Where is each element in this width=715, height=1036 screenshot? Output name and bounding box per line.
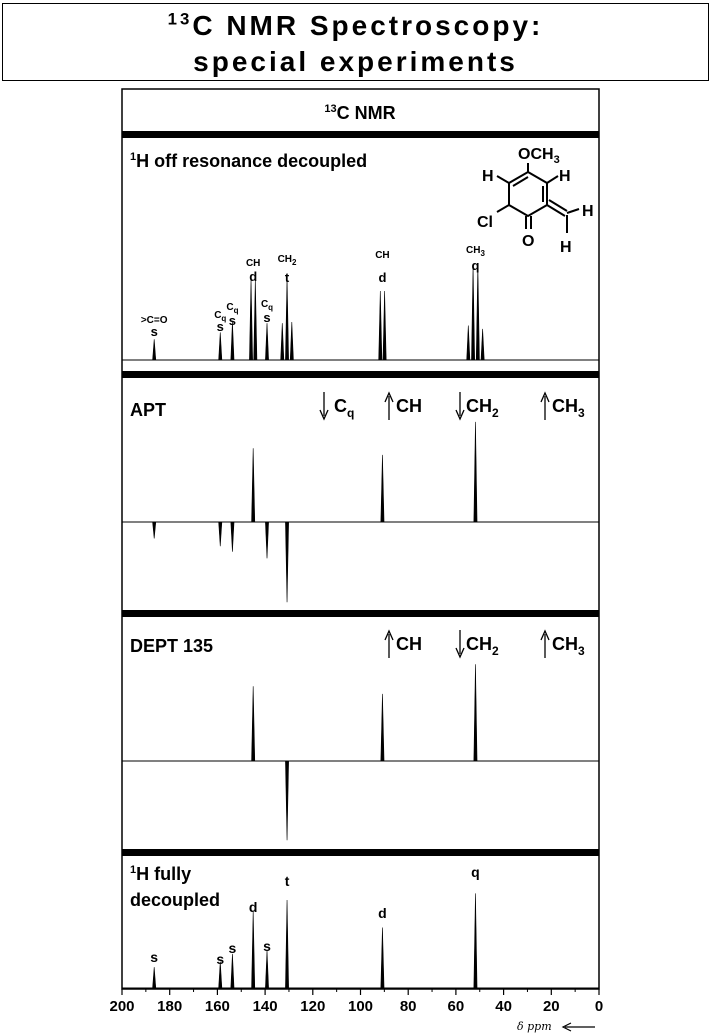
- apt-legend-cq: [320, 392, 354, 420]
- off-resonance-label: $^1$H off resonance decoupled: [130, 151, 368, 171]
- atom-h-exo-top: H: [582, 203, 594, 220]
- axis-tick-label: 40: [495, 998, 512, 1015]
- fully-decoupled-multiplicity-label: s: [263, 938, 271, 954]
- off-resonance-spectrum-peak: [219, 332, 222, 360]
- fully-decoupled-multiplicity-label: d: [248, 899, 258, 915]
- dept-legend-ch2: [456, 630, 499, 658]
- apt-spectrum-peak: [381, 455, 384, 522]
- dept-spectrum-peak: [474, 664, 477, 761]
- off-resonance-spectrum-peak: [254, 280, 257, 361]
- axis-tick-label: 20: [542, 998, 560, 1015]
- off-resonance-peak-label-top: $C_q$: [260, 299, 274, 312]
- svg-text:CH: CH: [396, 396, 422, 416]
- fully-decoupled-spectrum-peak: [153, 967, 156, 988]
- axis-unit: δ ppm: [517, 1020, 552, 1033]
- off-resonance-spectrum-peak: [249, 280, 252, 361]
- axis-tick-label: 80: [399, 998, 417, 1015]
- bond-exo-2: [549, 200, 567, 211]
- dept-legend-ch: [385, 631, 422, 658]
- off-resonance-spectrum-peak: [379, 291, 382, 360]
- apt-spectrum-peak: [153, 522, 156, 539]
- off-resonance-spectrum-peak: [290, 322, 293, 360]
- axis-tick-label: 0: [594, 998, 604, 1015]
- fully-decoupled-label-line2: decoupled: [130, 890, 221, 910]
- axis-tick-label: 180: [157, 998, 183, 1015]
- dept-legend-ch3: [541, 631, 585, 658]
- off-resonance-multiplicity-label: s: [150, 324, 158, 339]
- off-resonance-multiplicity-label: d: [249, 269, 258, 284]
- separator-bar-3: [122, 610, 599, 617]
- bond-cl: [497, 205, 509, 212]
- fully-decoupled-multiplicity-label: q: [471, 864, 480, 880]
- bond-h-right: [547, 176, 558, 183]
- atom-h-right: H: [559, 168, 571, 185]
- svg-text:Cq: $C_q$: [334, 396, 355, 420]
- axis-tick-label: 160: [204, 998, 230, 1015]
- off-resonance-spectrum-peak: [285, 277, 288, 360]
- off-resonance-multiplicity-label: t: [284, 270, 290, 285]
- apt-legend-ch2: [456, 392, 499, 420]
- apt-spectrum-peak: [285, 522, 288, 602]
- title-superscript: 13: [167, 9, 193, 29]
- off-resonance-spectrum-peak: [481, 329, 484, 360]
- apt-spectrum-peak: [265, 522, 268, 558]
- apt-spectrum-peak: [231, 522, 234, 552]
- dept-label: DEPT 135: [130, 636, 214, 656]
- fully-decoupled-multiplicity-label: s: [150, 949, 159, 965]
- off-resonance-peak-label-top: $CH_3$: [466, 245, 485, 258]
- off-resonance-peak-label-top: $C_q$: [226, 302, 239, 315]
- svg-text:CH2: $CH_2$: [466, 634, 499, 658]
- off-resonance-multiplicity-label: q: [471, 258, 480, 273]
- svg-text:CH: CH: [396, 634, 422, 654]
- apt-spectrum-peak: [474, 422, 477, 522]
- off-resonance-spectrum-peak: [467, 326, 470, 361]
- fully-decoupled-spectrum-peak: [265, 951, 268, 988]
- title-text: C NMR Spectroscopy:: [192, 10, 544, 41]
- separator-bar-4: [122, 849, 599, 856]
- apt-legend-ch3: [541, 393, 585, 420]
- off-resonance-multiplicity-label: d: [378, 270, 387, 285]
- dept-spectrum-peak: [285, 761, 288, 840]
- off-resonance-peak-label-top: CH: [375, 250, 390, 261]
- dept-spectrum-peak: [381, 694, 384, 761]
- atom-och3: $OCH_3$: [518, 146, 560, 166]
- off-resonance-spectrum-peak: [476, 266, 479, 360]
- atom-h-left: H: [482, 168, 494, 185]
- off-resonance-multiplicity-label: s: [263, 310, 271, 325]
- svg-text:CH3: $CH_3$: [552, 634, 585, 658]
- dept-spectrum-peak: [252, 686, 255, 761]
- svg-text:CH3: $CH_3$: [552, 396, 585, 420]
- header-label: $^{13}$C NMR: [324, 103, 396, 123]
- off-resonance-spectrum-peak: [471, 266, 474, 360]
- fully-decoupled-label-line1: $^1$H fully: [130, 864, 192, 884]
- off-resonance-peak-label-top: $CH_2$: [277, 254, 297, 267]
- off-resonance-peak-label-top: >C=O: [140, 315, 168, 326]
- fully-decoupled-spectrum-peak: [231, 954, 234, 988]
- apt-label: APT: [130, 400, 166, 420]
- axis-tick-label: 60: [447, 998, 465, 1015]
- apt-legend: [320, 392, 585, 420]
- off-resonance-spectrum-peak: [383, 291, 386, 360]
- atom-h-exo-bottom: H: [560, 239, 572, 256]
- off-resonance-peak-label-top: CH: [245, 258, 261, 269]
- fully-decoupled-multiplicity-label: s: [216, 951, 225, 967]
- bond-exo-h-top: [567, 209, 579, 213]
- off-resonance-spectrum-peak: [265, 323, 268, 360]
- fully-decoupled-spectrum-peak: [252, 911, 255, 988]
- apt-spectrum-peak: [252, 448, 255, 522]
- off-resonance-multiplicity-label: s: [228, 313, 237, 328]
- off-resonance-spectrum-peak: [153, 339, 156, 360]
- separator-bar-2: [122, 371, 599, 378]
- dept-legend: [385, 630, 585, 658]
- peak-labels: [141, 245, 486, 967]
- fully-decoupled-multiplicity-label: t: [284, 873, 290, 889]
- axis-tick-label: 100: [347, 998, 374, 1015]
- off-resonance-multiplicity-label: s: [216, 319, 224, 334]
- fully-decoupled-spectrum-peak: [381, 928, 384, 989]
- apt-legend-ch: [385, 393, 422, 420]
- atom-o: O: [522, 233, 535, 250]
- fully-decoupled-spectrum-peak: [285, 900, 288, 988]
- off-resonance-spectrum-peak: [281, 323, 284, 360]
- ppm-axis: [109, 989, 603, 1015]
- bond-exo-1: [547, 205, 565, 216]
- svg-text:CH2: $CH_2$: [466, 396, 499, 420]
- axis-tick-label: 120: [300, 998, 326, 1015]
- apt-spectrum-peak: [219, 522, 222, 546]
- off-resonance-peak-label-top: $C_q$: [214, 310, 227, 323]
- fully-decoupled-multiplicity-label: s: [228, 940, 237, 956]
- bond-h-left: [497, 176, 509, 183]
- page-title-line2: special experiments: [193, 46, 518, 77]
- axis-tick-label: 140: [252, 998, 278, 1015]
- atom-cl: Cl: [477, 214, 493, 231]
- separator-bar-1: [122, 131, 599, 138]
- axis-tick-label: 200: [109, 998, 135, 1015]
- fully-decoupled-spectrum-peak: [474, 893, 477, 988]
- molecule-ring: [509, 172, 547, 216]
- axis-direction-arrow: [563, 1023, 595, 1031]
- fully-decoupled-multiplicity-label: d: [378, 905, 387, 921]
- molecule-labels: [477, 146, 594, 256]
